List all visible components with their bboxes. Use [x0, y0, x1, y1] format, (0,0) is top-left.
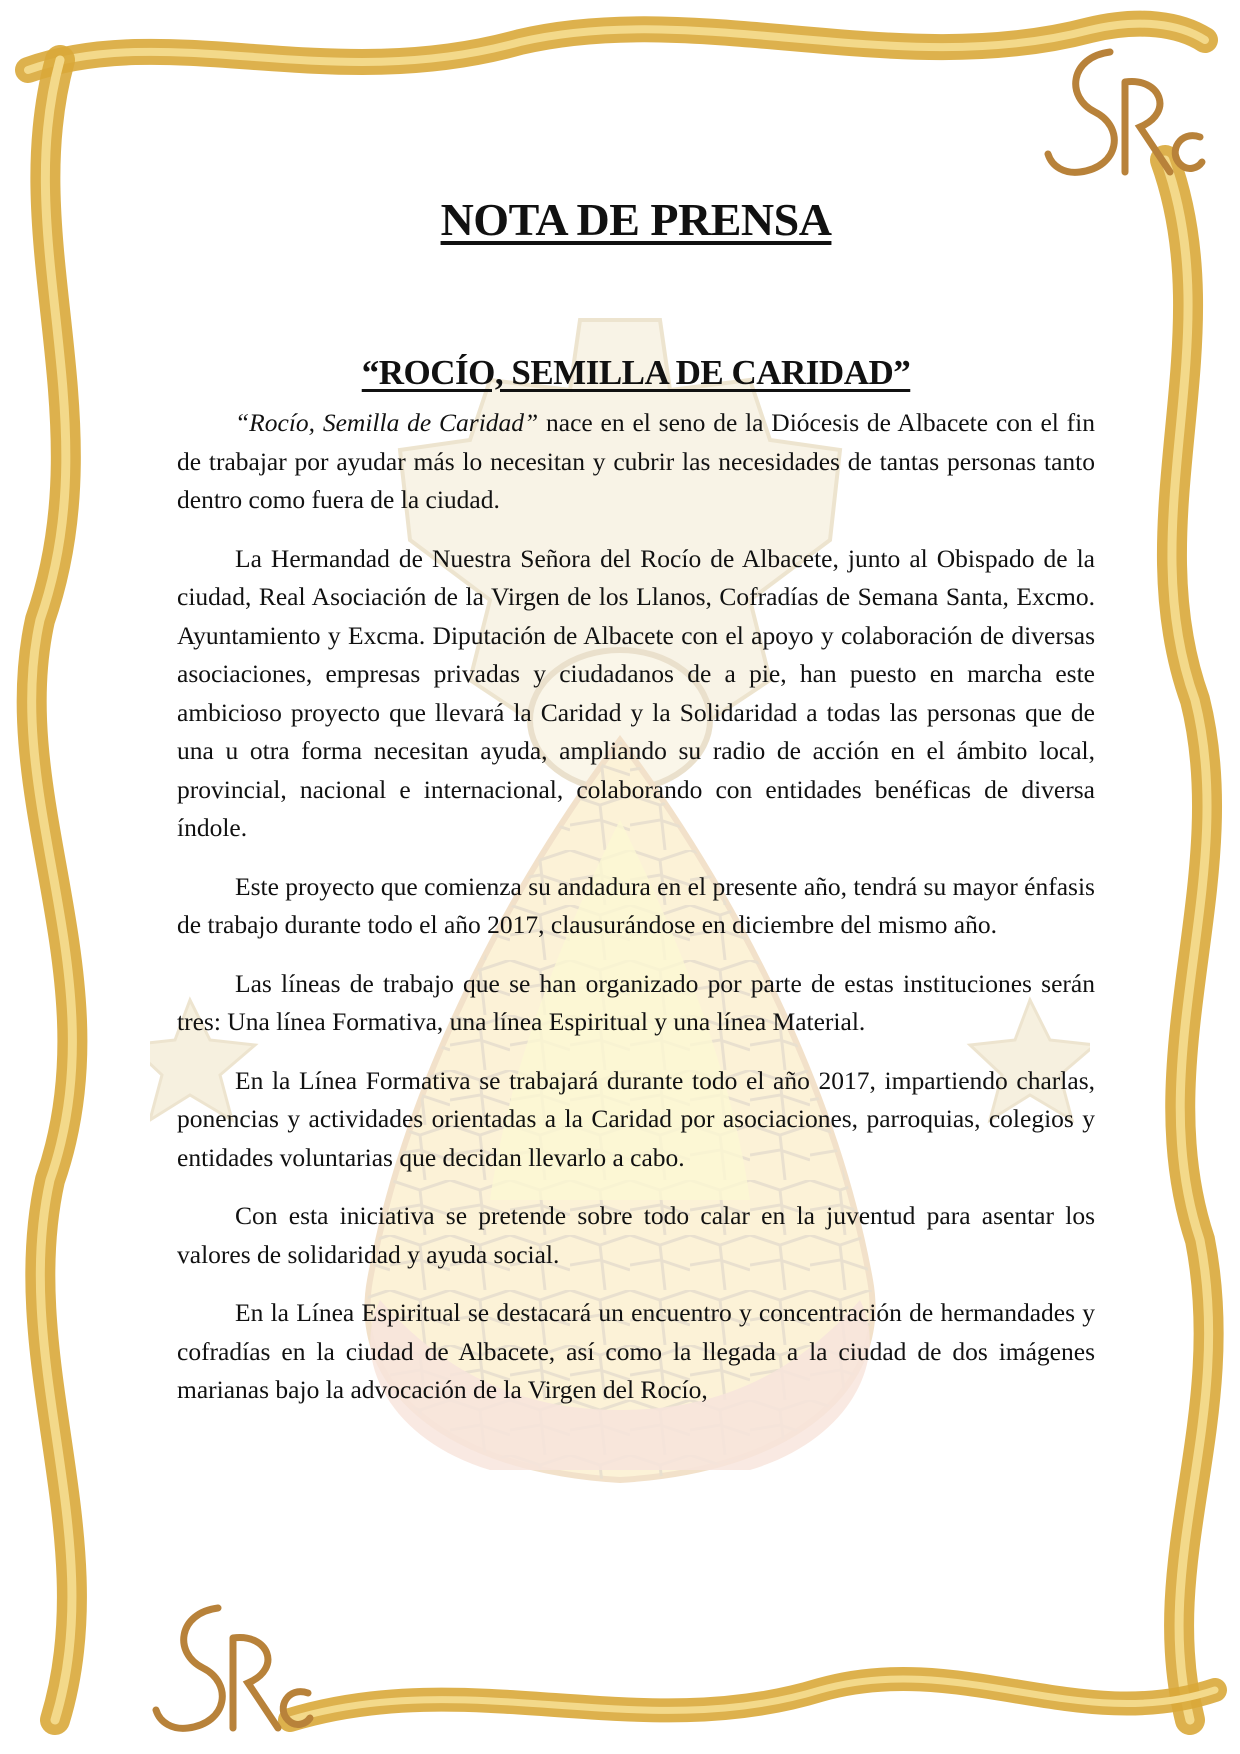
paragraph-1 [177, 404, 1095, 520]
paragraph-3: Este proyecto que comienza su andadura en el presente año, tendrá su mayor énfasis de trabajo durante todo el año 2017, clausurándose en diciembre del mismo año. [177, 871, 1095, 940]
paragraph-5: En la Línea Formativa se trabajará durante todo el año 2017, impartiendo charlas, ponencias y actividades orientadas a la Caridad por asociaciones, parroquias, colegios y entidades voluntarias que decidan llevarlo a cabo. [177, 1065, 1095, 1172]
press-release-body [177, 195, 1095, 1430]
paragraph-7: En la Línea Espiritual se destacará un encuentro y concentración de hermandades y cofradías en la ciudad de Albacete, así como la llegada a la ciudad de dos imágenes marianas bajo la advocación de la Virgen del Rocío, [177, 1298, 1095, 1405]
paragraph-1-text: nace en el seno de la Diócesis de Albacete con el fin de trabajar por ayudar más lo necesitan y cubrir las necesidades de tantas personas tanto dentro como fuera de la ciudad. [177, 408, 1095, 515]
paragraph-6: Con esta iniciativa se pretende sobre todo calar en la juventud para asentar los valores de solidaridad y ayuda social. [177, 1201, 1095, 1269]
paragraph-1-lead: “Rocío, Semilla de Caridad” [235, 408, 539, 438]
paragraph-2: La Hermandad de Nuestra Señora del Rocío de Albacete, junto al Obispado de la ciudad, Real Asociación de la Virgen de los Llanos, Cofradías de Semana Santa, Excmo. Ayuntamiento y Excma. Diputación de Albacete con el apoyo y colaboración de diversas asociaciones, empresas privadas y ciudadanos de a pie, han puesto en marcha este ambicioso proyecto que llevará la Caridad y la Solidaridad a todas las personas que de una u otra forma necesitan ayuda, ampliando su radio de acción en el ámbito local, provincial, nacional e internacional, colaborando con entidades benéficas de diversa índole. [177, 543, 1095, 843]
src-monogram-logo-top-right [1040, 42, 1210, 192]
src-monogram-logo-bottom-left [148, 1598, 318, 1748]
paragraph-4: Las líneas de trabajo que se han organizado por parte de estas instituciones serán tres: Una línea Formativa, una línea Espiritual y una línea Material. [177, 968, 1095, 1037]
page-title: NOTA DE PRENSA [440, 194, 832, 245]
campaign-subtitle: “ROCÍO, SEMILLA DE CARIDAD” [361, 352, 911, 392]
